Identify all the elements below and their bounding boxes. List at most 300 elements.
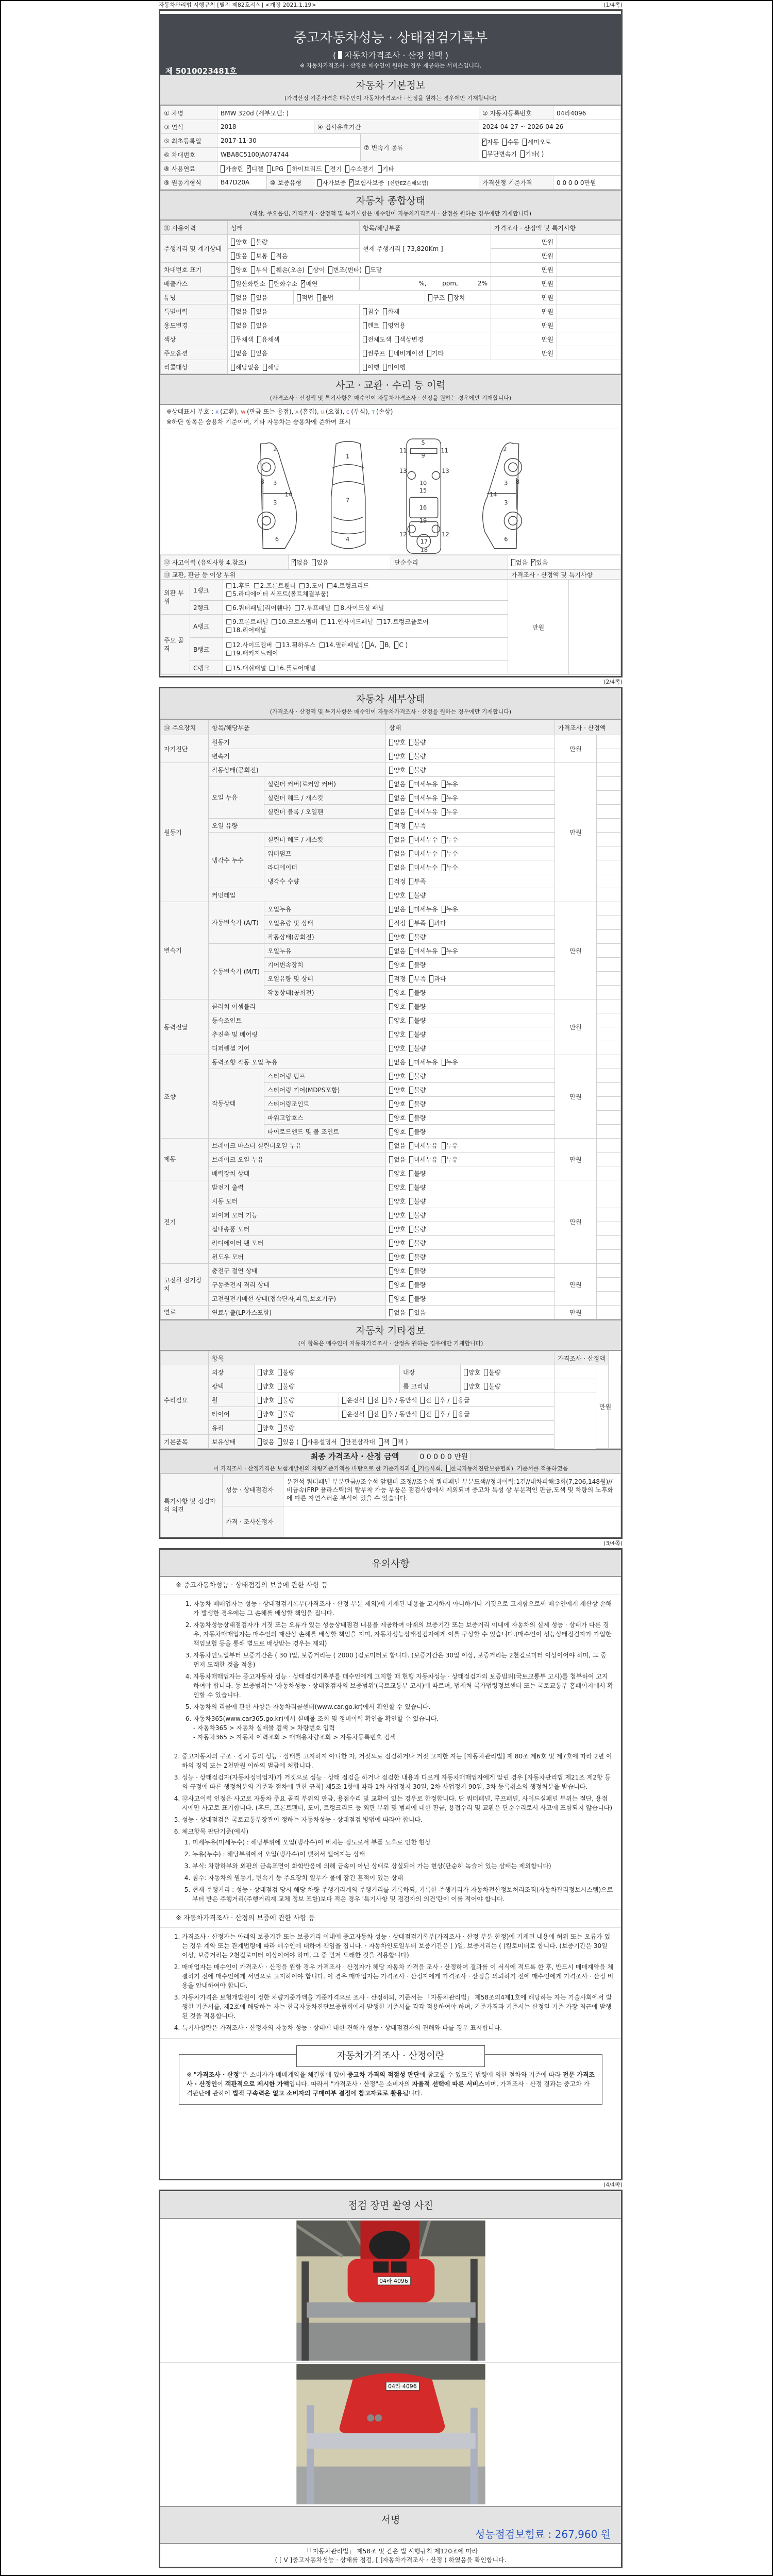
checkbox-option[interactable] xyxy=(409,1100,426,1108)
checkbox[interactable] xyxy=(271,266,275,274)
checkbox[interactable] xyxy=(389,1170,393,1177)
checkbox[interactable] xyxy=(389,1045,393,1052)
checkbox[interactable] xyxy=(257,336,261,343)
checkbox[interactable] xyxy=(251,294,255,301)
checkbox[interactable] xyxy=(278,1411,282,1418)
checkbox[interactable] xyxy=(482,150,486,158)
checkbox[interactable] xyxy=(231,322,235,329)
checkbox[interactable] xyxy=(251,266,255,274)
checkbox-option[interactable] xyxy=(383,322,406,329)
checkbox[interactable] xyxy=(389,1073,393,1080)
checkbox[interactable] xyxy=(363,308,367,315)
checkbox[interactable] xyxy=(520,150,525,158)
checkbox-option[interactable] xyxy=(409,1073,426,1080)
checkbox-option[interactable] xyxy=(389,1045,406,1052)
checkbox[interactable] xyxy=(446,1465,450,1472)
checkbox[interactable] xyxy=(269,280,273,287)
checkbox-option[interactable] xyxy=(427,350,444,357)
checkbox-option[interactable] xyxy=(258,1411,274,1418)
checkbox[interactable] xyxy=(409,1212,413,1219)
checkbox[interactable] xyxy=(231,364,235,371)
checkbox-option[interactable] xyxy=(389,1073,406,1080)
checkbox[interactable] xyxy=(409,1031,413,1038)
checkbox-option[interactable] xyxy=(271,266,305,274)
checkbox[interactable] xyxy=(389,767,393,774)
checkbox[interactable] xyxy=(409,1003,413,1010)
checkbox[interactable] xyxy=(389,864,393,871)
checkbox[interactable] xyxy=(334,605,339,611)
checkbox[interactable] xyxy=(409,1295,413,1302)
part-option[interactable] xyxy=(299,582,324,589)
checkbox-option[interactable] xyxy=(389,781,406,788)
checkbox-option[interactable] xyxy=(389,878,406,885)
checkbox-option[interactable] xyxy=(448,294,465,301)
checkbox[interactable] xyxy=(317,179,322,187)
checkbox-option[interactable] xyxy=(303,1438,337,1446)
checkbox[interactable] xyxy=(409,753,413,760)
checkbox-option[interactable] xyxy=(379,1438,390,1446)
checkbox-option[interactable] xyxy=(308,266,325,274)
checkbox-option[interactable] xyxy=(231,350,247,357)
checkbox[interactable] xyxy=(389,1253,393,1261)
checkbox-option[interactable] xyxy=(409,934,426,941)
checkbox-option[interactable] xyxy=(389,1031,406,1038)
checkbox-option[interactable] xyxy=(380,641,391,649)
checkbox[interactable] xyxy=(409,1100,413,1108)
checkbox[interactable] xyxy=(409,906,413,913)
checkbox-option[interactable] xyxy=(389,1212,406,1219)
checkbox-option[interactable] xyxy=(389,975,406,982)
checkbox-option[interactable] xyxy=(389,920,406,927)
checkbox-option[interactable] xyxy=(221,165,243,173)
checkbox[interactable] xyxy=(226,591,231,597)
checkbox[interactable] xyxy=(251,350,255,357)
checkbox-option[interactable] xyxy=(363,350,385,357)
checkbox[interactable] xyxy=(442,906,446,913)
checkbox-option[interactable] xyxy=(389,906,406,913)
checkbox-option[interactable] xyxy=(389,850,406,857)
checkbox[interactable] xyxy=(389,1309,393,1316)
checkbox[interactable] xyxy=(251,239,255,246)
checkbox[interactable] xyxy=(267,165,271,173)
checkbox-option[interactable] xyxy=(435,1411,449,1418)
checkbox[interactable] xyxy=(409,781,413,788)
checkbox[interactable] xyxy=(303,1438,307,1446)
checkbox-option[interactable] xyxy=(389,767,406,774)
checkbox[interactable] xyxy=(317,294,321,301)
checkbox[interactable] xyxy=(435,1411,439,1418)
checkbox-option[interactable] xyxy=(409,864,438,871)
checkbox[interactable] xyxy=(263,364,267,371)
checkbox-option[interactable] xyxy=(414,1465,443,1472)
part-option[interactable] xyxy=(226,604,291,612)
checkbox-option[interactable] xyxy=(409,794,438,802)
checkbox-option[interactable] xyxy=(231,364,259,371)
checkbox[interactable] xyxy=(393,1438,397,1446)
checkbox[interactable] xyxy=(254,583,259,588)
checkbox[interactable] xyxy=(502,139,507,146)
checkbox[interactable] xyxy=(484,1369,488,1376)
checkbox-option[interactable] xyxy=(258,1438,274,1446)
checkbox[interactable] xyxy=(409,739,413,746)
checkbox[interactable] xyxy=(258,1383,262,1390)
checkbox-option[interactable] xyxy=(365,266,382,274)
checkbox[interactable] xyxy=(442,1156,446,1163)
checkbox-option[interactable] xyxy=(251,322,267,329)
checkbox[interactable] xyxy=(380,641,384,649)
checkbox-option[interactable] xyxy=(409,1003,426,1010)
checkbox[interactable] xyxy=(231,252,235,260)
checkbox-option[interactable] xyxy=(363,322,379,329)
checkbox-option[interactable] xyxy=(389,989,406,996)
checkbox[interactable] xyxy=(453,1397,457,1404)
checkbox[interactable] xyxy=(278,1383,282,1390)
checkbox[interactable] xyxy=(409,1240,413,1247)
checkbox[interactable] xyxy=(428,294,432,301)
checkbox-option[interactable] xyxy=(482,150,517,158)
checkbox[interactable] xyxy=(383,322,387,329)
checkbox[interactable] xyxy=(382,1411,386,1418)
checkbox-option[interactable] xyxy=(251,252,267,260)
checkbox[interactable] xyxy=(258,1369,262,1376)
checkbox[interactable] xyxy=(389,906,393,913)
checkbox-option[interactable] xyxy=(251,308,267,315)
checkbox-option[interactable] xyxy=(389,1059,406,1066)
checkbox-option[interactable] xyxy=(342,1397,365,1404)
checkbox[interactable] xyxy=(278,1369,282,1376)
checkbox[interactable] xyxy=(258,1411,262,1418)
checkbox[interactable] xyxy=(365,266,369,274)
checkbox[interactable] xyxy=(231,336,235,343)
checkbox[interactable] xyxy=(523,139,527,146)
checkbox[interactable] xyxy=(511,559,515,566)
checkbox[interactable] xyxy=(327,583,332,588)
checkbox[interactable] xyxy=(389,975,393,982)
checkbox[interactable] xyxy=(442,836,446,843)
checkbox[interactable] xyxy=(389,794,393,802)
checkbox[interactable] xyxy=(258,1425,262,1432)
checkbox-option[interactable] xyxy=(389,1142,406,1149)
checkbox-option[interactable] xyxy=(278,1383,294,1390)
part-option[interactable] xyxy=(272,618,317,625)
part-option[interactable] xyxy=(226,582,250,589)
checkbox[interactable] xyxy=(389,1240,393,1247)
checkbox-option[interactable] xyxy=(389,794,406,802)
checkbox-option[interactable] xyxy=(231,308,247,315)
checkbox-option[interactable] xyxy=(349,179,384,187)
checkbox[interactable] xyxy=(271,252,275,260)
checkbox[interactable] xyxy=(389,1142,393,1149)
checkbox-option[interactable] xyxy=(389,1003,406,1010)
checkbox-option[interactable] xyxy=(442,781,458,788)
checkbox-checked[interactable] xyxy=(247,165,251,173)
checkbox-option[interactable] xyxy=(409,836,438,843)
checkbox-option[interactable] xyxy=(389,1170,406,1177)
checkbox[interactable] xyxy=(389,1281,393,1289)
checkbox-checked[interactable] xyxy=(482,139,486,146)
checkbox-option[interactable] xyxy=(231,266,247,274)
checkbox-option[interactable] xyxy=(409,1059,438,1066)
checkbox-option[interactable] xyxy=(271,252,288,260)
checkbox[interactable] xyxy=(389,1212,393,1219)
checkbox-option[interactable] xyxy=(278,1369,294,1376)
checkbox-option[interactable] xyxy=(442,864,458,871)
checkbox-checked[interactable] xyxy=(301,280,305,287)
part-option[interactable] xyxy=(327,582,369,589)
checkbox-option[interactable] xyxy=(482,139,499,146)
checkbox[interactable] xyxy=(363,364,367,371)
checkbox[interactable] xyxy=(278,1397,282,1404)
checkbox[interactable] xyxy=(226,583,231,588)
checkbox[interactable] xyxy=(409,1267,413,1275)
checkbox-option[interactable] xyxy=(442,1142,458,1149)
checkbox[interactable] xyxy=(231,294,235,301)
checkbox-option[interactable] xyxy=(258,1397,274,1404)
checkbox[interactable] xyxy=(389,1031,393,1038)
checkbox[interactable] xyxy=(409,1087,413,1094)
checkbox[interactable] xyxy=(389,1003,393,1010)
checkbox[interactable] xyxy=(389,739,393,746)
checkbox-option[interactable] xyxy=(251,350,267,357)
part-option[interactable] xyxy=(321,618,373,625)
part-option[interactable] xyxy=(377,618,429,625)
checkbox[interactable] xyxy=(328,266,332,274)
checkbox[interactable] xyxy=(308,266,312,274)
checkbox-option[interactable] xyxy=(502,139,519,146)
part-option[interactable] xyxy=(320,641,412,649)
checkbox-option[interactable] xyxy=(421,1411,431,1418)
checkbox[interactable] xyxy=(435,1397,439,1404)
checkbox[interactable] xyxy=(409,878,413,885)
checkbox-option[interactable] xyxy=(328,266,362,274)
checkbox[interactable] xyxy=(345,165,349,173)
checkbox[interactable] xyxy=(409,989,413,996)
checkbox-option[interactable] xyxy=(511,559,528,566)
checkbox-option[interactable] xyxy=(383,308,399,315)
checkbox[interactable] xyxy=(382,1397,386,1404)
checkbox[interactable] xyxy=(368,1411,373,1418)
checkbox[interactable] xyxy=(231,350,235,357)
part-option[interactable] xyxy=(254,582,296,589)
checkbox[interactable] xyxy=(409,892,413,899)
checkbox-option[interactable] xyxy=(345,165,374,173)
checkbox-option[interactable] xyxy=(531,559,548,566)
checkbox-option[interactable] xyxy=(389,1100,406,1108)
checkbox-option[interactable] xyxy=(363,364,379,371)
checkbox[interactable] xyxy=(341,1438,345,1446)
checkbox[interactable] xyxy=(389,753,393,760)
part-option[interactable] xyxy=(334,604,384,612)
checkbox[interactable] xyxy=(442,947,446,955)
checkbox-option[interactable] xyxy=(442,808,458,816)
checkbox-option[interactable] xyxy=(442,836,458,843)
checkbox[interactable] xyxy=(389,1267,393,1275)
checkbox[interactable] xyxy=(409,836,413,843)
checkbox-option[interactable] xyxy=(389,934,406,941)
checkbox[interactable] xyxy=(251,252,255,260)
checkbox[interactable] xyxy=(442,850,446,857)
checkbox[interactable] xyxy=(299,583,305,588)
checkbox-option[interactable] xyxy=(389,1309,406,1316)
checkbox[interactable] xyxy=(389,822,393,829)
checkbox-option[interactable] xyxy=(363,336,391,343)
checkbox[interactable] xyxy=(363,336,367,343)
checkbox-option[interactable] xyxy=(258,1369,274,1376)
checkbox-option[interactable] xyxy=(389,739,406,746)
checkbox-option[interactable] xyxy=(247,165,263,173)
checkbox-option[interactable] xyxy=(429,920,446,927)
checkbox-option[interactable] xyxy=(421,1397,431,1404)
checkbox[interactable] xyxy=(421,1411,425,1418)
checkbox-option[interactable] xyxy=(389,1253,406,1261)
checkbox-option[interactable] xyxy=(409,1240,426,1247)
checkbox[interactable] xyxy=(484,1383,488,1390)
checkbox-option[interactable] xyxy=(342,1411,365,1418)
checkbox-option[interactable] xyxy=(389,864,406,871)
checkbox-option[interactable] xyxy=(267,165,283,173)
checkbox-option[interactable] xyxy=(278,1411,294,1418)
checkbox-option[interactable] xyxy=(365,641,376,649)
checkbox-option[interactable] xyxy=(389,892,406,899)
checkbox[interactable] xyxy=(409,1184,413,1191)
checkbox[interactable] xyxy=(226,651,231,656)
checkbox-option[interactable] xyxy=(409,1017,426,1024)
checkbox-option[interactable] xyxy=(389,1267,406,1275)
part-option[interactable] xyxy=(226,590,329,598)
checkbox[interactable] xyxy=(409,1142,413,1149)
checkbox[interactable] xyxy=(226,642,231,648)
checkbox[interactable] xyxy=(389,1226,393,1233)
part-option[interactable] xyxy=(226,650,278,657)
part-option[interactable] xyxy=(226,665,266,672)
checkbox-option[interactable] xyxy=(464,1383,480,1390)
checkbox[interactable] xyxy=(389,892,393,899)
checkbox-option[interactable] xyxy=(263,364,279,371)
checkbox-checked[interactable] xyxy=(349,179,354,187)
checkbox[interactable] xyxy=(377,619,382,624)
checkbox[interactable] xyxy=(409,808,413,816)
checkbox-option[interactable] xyxy=(301,280,317,287)
checkbox[interactable] xyxy=(231,308,235,315)
checkbox-option[interactable] xyxy=(393,1438,408,1446)
checkbox-checked[interactable] xyxy=(292,559,296,566)
part-option[interactable] xyxy=(270,665,315,672)
checkbox-option[interactable] xyxy=(341,1438,375,1446)
checkbox[interactable] xyxy=(258,1438,262,1446)
checkbox-option[interactable] xyxy=(389,753,406,760)
checkbox-option[interactable] xyxy=(409,989,426,996)
checkbox-option[interactable] xyxy=(389,1128,406,1136)
checkbox[interactable] xyxy=(378,165,382,173)
checkbox[interactable] xyxy=(278,1438,282,1446)
checkbox-checked[interactable] xyxy=(531,559,535,566)
checkbox[interactable] xyxy=(287,165,291,173)
checkbox[interactable] xyxy=(276,642,281,648)
checkbox[interactable] xyxy=(226,605,231,611)
checkbox[interactable] xyxy=(409,1045,413,1052)
checkbox-option[interactable] xyxy=(409,975,426,982)
checkbox[interactable] xyxy=(389,989,393,996)
checkbox[interactable] xyxy=(409,975,413,982)
checkbox[interactable] xyxy=(278,1425,282,1432)
checkbox[interactable] xyxy=(389,1087,393,1094)
checkbox-option[interactable] xyxy=(287,165,322,173)
checkbox-option[interactable] xyxy=(389,961,406,969)
checkbox[interactable] xyxy=(409,1309,413,1316)
checkbox-option[interactable] xyxy=(257,336,280,343)
checkbox-option[interactable] xyxy=(484,1383,500,1390)
checkbox[interactable] xyxy=(442,1142,446,1149)
checkbox-option[interactable] xyxy=(409,753,426,760)
checkbox-option[interactable] xyxy=(409,739,426,746)
checkbox-option[interactable] xyxy=(409,1087,426,1094)
checkbox[interactable] xyxy=(421,1397,425,1404)
inspection-photo-rear[interactable] xyxy=(296,2364,486,2504)
checkbox-option[interactable] xyxy=(389,822,406,829)
checkbox[interactable] xyxy=(365,641,369,649)
checkbox[interactable] xyxy=(409,850,413,857)
checkbox[interactable] xyxy=(251,322,255,329)
checkbox-option[interactable] xyxy=(389,1226,406,1233)
checkbox-option[interactable] xyxy=(317,294,333,301)
checkbox[interactable] xyxy=(325,165,329,173)
checkbox-option[interactable] xyxy=(446,1465,513,1472)
checkbox[interactable] xyxy=(272,619,277,624)
checkbox[interactable] xyxy=(442,794,446,802)
checkbox-option[interactable] xyxy=(383,364,406,371)
checkbox-option[interactable] xyxy=(409,850,438,857)
checkbox-option[interactable] xyxy=(428,294,445,301)
checkbox-option[interactable] xyxy=(312,559,328,566)
checkbox-option[interactable] xyxy=(409,1031,426,1038)
checkbox-option[interactable] xyxy=(382,1397,417,1404)
checkbox-option[interactable] xyxy=(409,1309,426,1316)
checkbox[interactable] xyxy=(383,364,387,371)
checkbox-option[interactable] xyxy=(389,1184,406,1191)
checkbox[interactable] xyxy=(389,781,393,788)
checkbox-option[interactable] xyxy=(464,1369,480,1376)
checkbox[interactable] xyxy=(321,619,326,624)
checkbox[interactable] xyxy=(429,920,433,927)
checkbox-option[interactable] xyxy=(325,165,342,173)
checkbox-option[interactable] xyxy=(389,1240,406,1247)
checkbox-option[interactable] xyxy=(231,239,247,246)
checkbox-option[interactable] xyxy=(231,280,265,287)
checkbox[interactable] xyxy=(231,239,235,246)
checkbox-option[interactable] xyxy=(231,294,247,301)
checkbox-option[interactable] xyxy=(409,1281,426,1289)
checkbox[interactable] xyxy=(389,934,393,941)
checkbox[interactable] xyxy=(389,808,393,816)
checkbox[interactable] xyxy=(363,322,367,329)
checkbox[interactable] xyxy=(464,1383,468,1390)
checkbox-option[interactable] xyxy=(409,892,426,899)
checkbox-option[interactable] xyxy=(258,1383,274,1390)
checkbox[interactable] xyxy=(389,947,393,955)
checkbox-option[interactable] xyxy=(389,808,406,816)
checkbox-option[interactable] xyxy=(409,1156,438,1163)
checkbox-option[interactable] xyxy=(409,767,426,774)
checkbox[interactable] xyxy=(368,1397,373,1404)
checkbox-option[interactable] xyxy=(520,150,544,158)
checkbox[interactable] xyxy=(389,850,393,857)
checkbox[interactable] xyxy=(442,864,446,871)
checkbox[interactable] xyxy=(409,1198,413,1205)
checkbox[interactable] xyxy=(251,308,255,315)
checkbox-option[interactable] xyxy=(382,1411,417,1418)
checkbox-option[interactable] xyxy=(231,336,254,343)
checkbox-option[interactable] xyxy=(278,1425,294,1432)
